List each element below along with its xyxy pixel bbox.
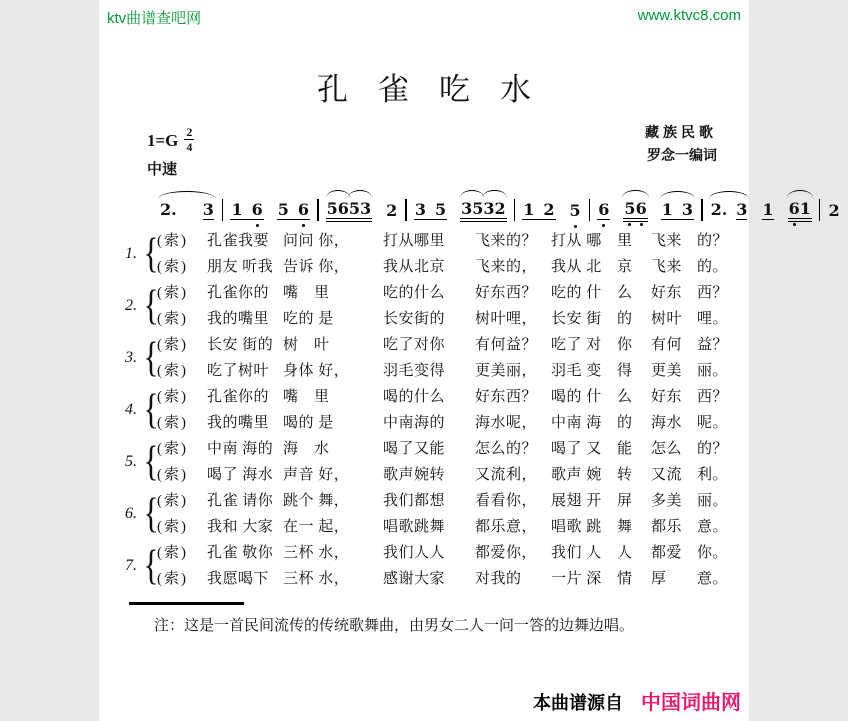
verse-group <box>99 540 749 592</box>
lyric-segment: 你 <box>617 337 633 353</box>
lyric-line <box>99 566 749 592</box>
lyric-segment: 么 <box>617 285 633 301</box>
lyric-segment: 打从 哪 <box>551 233 602 249</box>
slur-arc <box>348 190 372 198</box>
notation-measure <box>597 199 694 222</box>
lyric-segment: 吃的 是 <box>283 311 334 327</box>
lyric-segment: 打从哪里 <box>383 233 446 249</box>
lyric-segment: 嘴 里 <box>283 285 330 301</box>
lyric-line <box>99 306 749 332</box>
notation-note: 5 <box>624 199 635 218</box>
lyric-segment: 更美 <box>651 363 683 379</box>
barline <box>701 199 703 221</box>
lyric-segment: 树 叶 <box>283 337 330 353</box>
notation-measure <box>710 199 812 222</box>
lyricist-label: 罗念一编词 <box>647 149 717 164</box>
slur-arc <box>787 190 813 198</box>
lyric-segment: 得 <box>617 363 633 379</box>
slur-arc <box>660 191 695 199</box>
verse-brace: { <box>143 335 159 381</box>
lyric-segment: 的？ <box>697 441 729 457</box>
octave-dot <box>302 224 305 227</box>
note-group-inner <box>385 201 398 220</box>
lyric-segment: 都爱 <box>651 545 683 561</box>
lyric-segment: 意。 <box>697 571 729 587</box>
time-signature <box>184 126 194 153</box>
lyric-segment: 告诉 你， <box>283 259 350 275</box>
lyric-segment: 哩。 <box>697 311 729 327</box>
lyric-segment: 我们都想 <box>383 493 446 509</box>
lyric-line <box>99 540 749 566</box>
notation-note: 3 <box>202 200 214 219</box>
note-group <box>159 200 215 220</box>
lyric-role: (索) <box>157 415 188 431</box>
lyric-line <box>99 410 749 436</box>
lyric-segment: 西？ <box>697 285 729 301</box>
lyric-segment: 喝的什么 <box>383 389 446 405</box>
notation-note: 2. <box>710 200 728 219</box>
footer-source-link[interactable]: 中国词曲网 <box>641 692 741 714</box>
octave-dot <box>793 223 796 226</box>
barline <box>405 199 407 221</box>
lyric-segment: 喝了 海水 <box>207 467 274 483</box>
footnote: 注：这是一首民间流传的传统歌舞曲，由男女二人一问一答的边舞边唱。 <box>154 618 635 634</box>
note-group <box>326 199 373 222</box>
lyric-line <box>99 254 749 280</box>
notation-measure <box>159 200 215 220</box>
lyric-segment: 孔雀 敬你 <box>207 545 274 561</box>
time-denominator: 4 <box>186 140 193 154</box>
note-group-inner <box>460 199 507 222</box>
slur-arc <box>622 190 648 198</box>
lyric-segment: 喝的 是 <box>283 415 334 431</box>
verse-group <box>99 280 749 332</box>
lyric-segment: 好东西？ <box>475 389 538 405</box>
lyric-role: (索) <box>157 233 188 249</box>
barline <box>317 199 319 221</box>
lyric-segment: 更美丽， <box>475 363 538 379</box>
notation-note: 6 <box>598 200 609 219</box>
lyric-segment: 身体 好， <box>283 363 350 379</box>
note-group-inner <box>661 200 694 220</box>
verse-group <box>99 488 749 540</box>
tempo-label: 中速 <box>147 162 178 178</box>
octave-dot <box>256 224 259 227</box>
verse-number: 4. <box>125 401 137 418</box>
verse-number: 6. <box>125 505 137 522</box>
lyric-segment: 么 <box>617 389 633 405</box>
notation-note: 5 <box>277 200 289 219</box>
lyric-segment: 我和 大家 <box>207 519 274 535</box>
lyric-segment: 羽毛变得 <box>383 363 446 379</box>
lyric-segment: 海 水 <box>283 441 330 457</box>
note-group-inner <box>623 199 647 222</box>
lyric-role: (索) <box>157 363 188 379</box>
note-group-inner <box>788 199 812 222</box>
note-group-inner <box>326 199 373 222</box>
lyric-segment: 我的嘴里 <box>207 311 270 327</box>
lyric-segment: 我们人人 <box>383 545 446 561</box>
verse-number: 5. <box>125 453 137 470</box>
lyric-segment: 都爱你， <box>475 545 538 561</box>
lyric-segment: 我的嘴里 <box>207 415 270 431</box>
verse-number: 3. <box>125 349 137 366</box>
notation-note: 2 <box>543 200 555 219</box>
lyric-segment: 在一 起， <box>283 519 350 535</box>
verse-brace: { <box>143 231 159 277</box>
lyric-role: (索) <box>157 571 188 587</box>
lyric-segment: 歌声 婉 <box>551 467 602 483</box>
lyric-segment: 意。 <box>697 519 729 535</box>
notation-line <box>159 192 840 228</box>
lyric-segment: 三杯 水， <box>283 545 350 561</box>
lyric-segment: 中南海的 <box>383 415 446 431</box>
lyric-role: (索) <box>157 285 188 301</box>
lyric-segment: 都乐 <box>651 519 683 535</box>
lyric-segment: 唱歌跳舞 <box>383 519 446 535</box>
lyric-segment: 好东 <box>651 389 683 405</box>
lyric-role: (索) <box>157 441 188 457</box>
slur-arc <box>482 190 506 198</box>
verses <box>99 228 749 592</box>
lyric-segment: 一片 深 <box>551 571 602 587</box>
note-group-inner <box>414 200 447 220</box>
slur-arc <box>460 190 484 198</box>
key-signature <box>147 125 194 154</box>
lyric-line <box>99 228 749 254</box>
notation-note: 2 <box>828 200 840 220</box>
lyric-segment: 转 <box>617 467 633 483</box>
lyric-role: (索) <box>157 337 188 353</box>
notation-note: 1 <box>231 200 243 219</box>
lyric-segment: 怎么的？ <box>475 441 538 457</box>
verse-brace: { <box>143 543 159 589</box>
verse-group <box>99 228 749 280</box>
notation-measure <box>326 199 399 222</box>
lyric-segment: 吃的什么 <box>383 285 446 301</box>
note-group-inner <box>710 200 749 220</box>
lyric-segment: 里 <box>617 233 633 249</box>
lyric-segment: 海水 <box>651 415 683 431</box>
notation-measure <box>522 200 581 220</box>
lyric-segment: 丽。 <box>697 493 729 509</box>
notation-note: 1 <box>523 200 535 219</box>
note-group-inner <box>522 200 555 220</box>
notation-note: 2. <box>160 200 177 219</box>
lyric-segment: 长安 街的 <box>207 337 274 353</box>
note-group <box>385 201 398 220</box>
lyric-segment: 利。 <box>697 467 729 483</box>
notation-note: 1 <box>799 198 811 218</box>
lyric-segment: 的 <box>617 415 633 431</box>
lyric-segment: 怎么 <box>651 441 683 457</box>
note-group <box>230 200 263 220</box>
note-group <box>522 200 555 220</box>
notation-note: 6 <box>636 199 647 218</box>
verse-brace: { <box>143 387 159 433</box>
lyric-segment: 树叶哩， <box>475 311 538 327</box>
lyric-segment: 能 <box>617 441 633 457</box>
lyric-segment: 屏 <box>617 493 633 509</box>
slur-arc <box>326 190 350 198</box>
lyric-segment: 中南 海的 <box>207 441 274 457</box>
lyric-segment: 有何益？ <box>475 337 538 353</box>
lyric-role: (索) <box>157 493 188 509</box>
lyric-segment: 益？ <box>697 337 729 353</box>
notation-note: 56 <box>327 199 349 218</box>
lyric-segment: 好东 <box>651 285 683 301</box>
lyric-line <box>99 514 749 540</box>
lyric-segment: 人 <box>617 545 633 561</box>
verse-number: 7. <box>125 557 137 574</box>
octave-dot <box>640 223 643 226</box>
notation-note: 2 <box>386 200 398 220</box>
lyric-segment: 喝了 又 <box>551 441 602 457</box>
note-group <box>788 199 812 222</box>
lyric-role: (索) <box>157 389 188 405</box>
lyric-segment: 羽毛 变 <box>551 363 602 379</box>
lyric-segment: 孔雀我要 <box>207 233 270 249</box>
lyric-segment: 喝的 什 <box>551 389 602 405</box>
note-group-inner <box>761 200 774 220</box>
lyric-segment: 又流利， <box>475 467 538 483</box>
credits <box>645 122 717 168</box>
note-group-inner <box>827 201 840 220</box>
verse-brace: { <box>143 491 159 537</box>
lyric-segment: 西？ <box>697 389 729 405</box>
verse-number: 1. <box>125 245 137 262</box>
lyric-segment: 的。 <box>697 259 729 275</box>
notation-note: 35 <box>461 199 483 218</box>
lyric-segment: 喝了又能 <box>383 441 446 457</box>
lyric-segment: 的？ <box>697 233 729 249</box>
lyric-segment: 长安街的 <box>383 311 446 327</box>
lyric-segment: 声音 好， <box>283 467 350 483</box>
notation-note: 6 <box>789 199 800 218</box>
key-label: 1=G <box>147 130 179 150</box>
octave-dot <box>602 224 605 227</box>
lyric-segment: 看看你， <box>475 493 538 509</box>
footnote-divider <box>129 602 244 605</box>
note-group-inner <box>569 201 582 220</box>
lyric-segment: 我从 北 <box>551 259 602 275</box>
lyric-segment: 嘴 里 <box>283 389 330 405</box>
lyric-segment: 都乐意， <box>475 519 538 535</box>
lyric-segment: 好东西？ <box>475 285 538 301</box>
notation-measure <box>230 200 310 220</box>
verse-brace: { <box>143 439 159 485</box>
lyric-role: (索) <box>157 519 188 535</box>
note-group <box>277 200 310 220</box>
lyric-segment: 孔雀 请你 <box>207 493 274 509</box>
note-group-inner <box>230 200 263 220</box>
lyric-segment: 舞 <box>617 519 633 535</box>
notation-note: 3 <box>681 200 693 219</box>
lyric-segment: 的 <box>617 311 633 327</box>
lyric-role: (索) <box>157 259 188 275</box>
lyric-role: (索) <box>157 311 188 327</box>
song-title: 孔雀吃水 <box>317 72 561 107</box>
notation-note: 6 <box>252 200 263 219</box>
lyric-segment: 感谢大家 <box>383 571 446 587</box>
footer-prefix: 本曲谱源自 <box>533 693 623 713</box>
lyric-segment: 呢。 <box>697 415 729 431</box>
notation-note: 53 <box>349 199 371 218</box>
notation-note: 32 <box>483 199 505 218</box>
octave-dot <box>628 223 631 226</box>
note-group <box>569 201 582 220</box>
sheet-music-page <box>99 0 840 721</box>
lyric-segment: 我愿喝下 <box>207 571 270 587</box>
notation-note: 3 <box>736 200 748 219</box>
lyric-role: (索) <box>157 467 188 483</box>
note-group <box>460 199 507 222</box>
lyric-role: (索) <box>157 545 188 561</box>
origin-label: 藏族民歌 <box>645 126 717 141</box>
barline <box>589 199 591 221</box>
site-name-link[interactable]: ktv曲谱查吧网 <box>107 10 202 27</box>
note-group <box>623 199 647 222</box>
lyric-segment: 飞来的， <box>475 259 538 275</box>
lyric-segment: 孔雀你的 <box>207 285 270 301</box>
page-footer <box>99 686 741 715</box>
note-group-inner <box>277 200 310 220</box>
lyric-line <box>99 488 749 514</box>
lyric-segment: 吃了 对 <box>551 337 602 353</box>
lyric-segment: 我们 人 <box>551 545 602 561</box>
lyric-segment: 对我的 <box>475 571 522 587</box>
lyric-segment: 飞来 <box>651 233 683 249</box>
notation-measure <box>827 201 848 220</box>
barline <box>222 199 224 221</box>
notation-note: 6 <box>298 200 309 219</box>
notation-note: 3 <box>414 200 426 219</box>
lyric-segment: 飞来的？ <box>475 233 538 249</box>
note-group <box>710 200 749 220</box>
lyric-segment: 吃了树叶 <box>207 363 270 379</box>
lyric-line <box>99 462 749 488</box>
lyric-segment: 飞来 <box>651 259 683 275</box>
note-group-inner <box>159 200 215 220</box>
lyric-segment: 厚 <box>651 571 667 587</box>
verse-brace: { <box>143 283 159 329</box>
lyric-line <box>99 280 749 306</box>
lyric-segment: 又流 <box>651 467 683 483</box>
lyric-line <box>99 436 749 462</box>
time-numerator: 2 <box>186 125 193 139</box>
barline <box>819 199 821 221</box>
lyric-segment: 唱歌 跳 <box>551 519 602 535</box>
note-group <box>761 200 774 220</box>
note-group <box>597 200 610 220</box>
notation-note: 1 <box>661 200 673 219</box>
verse-group <box>99 384 749 436</box>
lyric-segment: 长安 街 <box>551 311 602 327</box>
lyric-segment: 孔雀你的 <box>207 389 270 405</box>
lyric-segment: 多美 <box>651 493 683 509</box>
notation-note: 5 <box>435 200 447 219</box>
page-header <box>99 5 749 29</box>
lyric-segment: 吃的 什 <box>551 285 602 301</box>
lyric-segment: 中南 海 <box>551 415 602 431</box>
site-url-link[interactable]: www.ktvc8.com <box>637 7 741 24</box>
lyric-segment: 歌声婉转 <box>383 467 446 483</box>
lyric-segment: 三杯 水， <box>283 571 350 587</box>
lyric-segment: 情 <box>617 571 633 587</box>
slur-arc <box>158 191 216 199</box>
note-group <box>661 200 694 220</box>
lyric-segment: 有何 <box>651 337 683 353</box>
lyric-line <box>99 384 749 410</box>
lyric-segment: 朋友 听我 <box>207 259 274 275</box>
barline <box>514 199 516 221</box>
lyric-segment: 树叶 <box>651 311 683 327</box>
note-group-inner <box>597 200 610 220</box>
verse-group <box>99 332 749 384</box>
lyric-segment: 跳个 舞， <box>283 493 350 509</box>
lyric-line <box>99 358 749 384</box>
slur-arc <box>709 191 750 199</box>
lyric-segment: 问问 你， <box>283 233 350 249</box>
verse-group <box>99 436 749 488</box>
note-group <box>827 201 840 220</box>
lyric-segment: 京 <box>617 259 633 275</box>
lyric-line <box>99 332 749 358</box>
lyric-segment: 你。 <box>697 545 729 561</box>
note-group <box>414 200 447 220</box>
lyric-segment: 展翅 开 <box>551 493 602 509</box>
lyric-segment: 海水呢， <box>475 415 538 431</box>
notation-note: 1 <box>762 200 774 219</box>
lyric-segment: 我从北京 <box>383 259 446 275</box>
lyric-segment: 丽。 <box>697 363 729 379</box>
notation-measure <box>414 199 507 222</box>
verse-number: 2. <box>125 297 137 314</box>
notation-note: 5 <box>570 201 581 220</box>
lyric-segment: 吃了对你 <box>383 337 446 353</box>
